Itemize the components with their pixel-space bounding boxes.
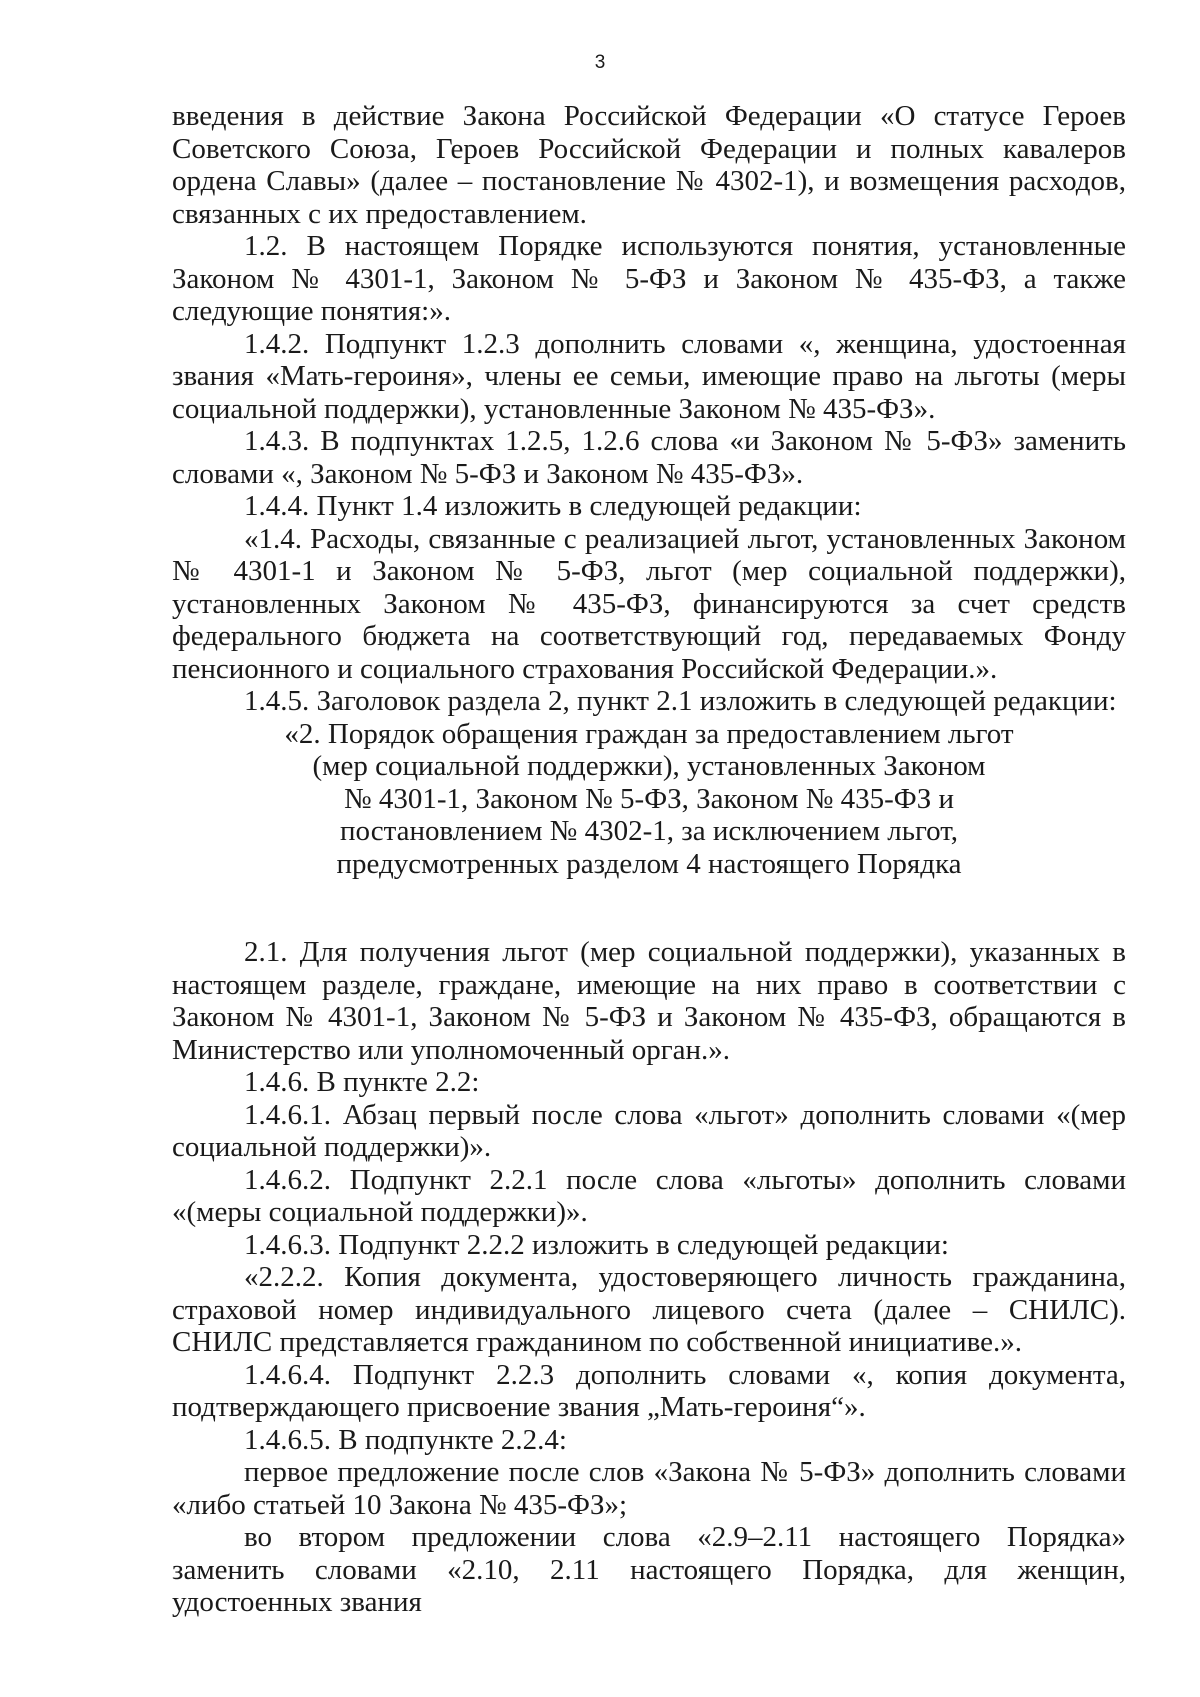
blank-line xyxy=(172,880,1126,936)
paragraph: 1.4.6.2. Подпункт 2.2.1 после слова «льготы» дополнить словами «(меры социальной поддержки)». xyxy=(172,1163,1126,1228)
paragraph: 2.1. Для получения льгот (мер социальной поддержки), указанных в настоящем разделе, граждане, имеющие на них право в соответствии с Законом № 4301-1, Законом № 5-ФЗ и Законом № 435-ФЗ, обращаются в Министерство или уполномоченный орган.». xyxy=(172,936,1126,1066)
paragraph: 1.4.5. Заголовок раздела 2, пункт 2.1 изложить в следующей редакции: xyxy=(244,685,1117,717)
page-number: 3 xyxy=(594,52,606,73)
paragraph: 1.4.3. В подпунктах 1.2.5, 1.2.6 слова «и Законом № 5-ФЗ» заменить словами «, Законом № 5-ФЗ и Законом № 435-ФЗ». xyxy=(172,425,1126,490)
paragraph: «2.2.2. Копия документа, удостоверяющего личность гражданина, страховой номер индивидуального лицевого счета (далее – СНИЛС). СНИЛС представляется гражданином по собственной инициативе.». xyxy=(172,1261,1126,1358)
paragraphs-bottom xyxy=(172,936,1126,1619)
paragraph: 1.4.6.1. Абзац первый после слова «льгот» дополнить словами «(мер социальной поддержки)». xyxy=(172,1098,1126,1163)
section-heading-line: «2. Порядок обращения граждан за предоставлением льгот xyxy=(284,717,1014,750)
section-heading-line: № 4301-1, Законом № 5-ФЗ, Законом № 435-ФЗ и xyxy=(343,782,955,815)
paragraph: 1.4.6.4. Подпункт 2.2.3 дополнить словами «, копия документа, подтверждающего присвоение звания „Мать-героиня“». xyxy=(172,1358,1126,1423)
paragraph: первое предложение после слов «Закона № 5-ФЗ» дополнить словами «либо статьей 10 Закона № 435-ФЗ»; xyxy=(172,1456,1126,1521)
document-body xyxy=(172,100,1126,1619)
section-heading-line: предусмотренных разделом 4 настоящего Порядка xyxy=(336,847,962,880)
paragraph: 1.4.4. Пункт 1.4 изложить в следующей редакции: xyxy=(244,490,862,522)
section-heading xyxy=(172,718,1126,881)
paragraph: во втором предложении слова «2.9–2.11 настоящего Порядка» заменить словами «2.10, 2.11 настоящего Порядка, для женщин, удостоенных звания xyxy=(172,1521,1126,1618)
section-heading-line: (мер социальной поддержки), установленных Законом xyxy=(312,750,986,782)
paragraph: 1.4.2. Подпункт 1.2.3 дополнить словами «, женщина, удостоенная звания «Мать-героиня», члены ее семьи, имеющие право на льготы (меры социальной поддержки), установленные Законом № 435-ФЗ». xyxy=(172,327,1126,425)
paragraph: 1.2. В настоящем Порядке используются понятия, установленные Законом № 4301-1, Законом № 5-ФЗ и Законом № 435-ФЗ, а также следующие понятия:». xyxy=(172,230,1126,327)
paragraph: «1.4. Расходы, связанные с реализацией льгот, установленных Законом № 4301-1 и Законом № 5-ФЗ, льгот (мер социальной поддержки), установленных Законом № 435-ФЗ, финансируются за счет средств федерального бюджета на соответствующий год, передаваемых Фонду пенсионного и социального страхования Российской Федерации.». xyxy=(172,522,1126,685)
paragraphs-top xyxy=(172,100,1126,718)
section-heading-line: постановлением № 4302-1, за исключением льгот, xyxy=(339,815,959,847)
paragraph: введения в действие Закона Российской Федерации «О статусе Героев Советского Союза, Героев Российской Федерации и полных кавалеров ордена Славы» (далее – постановление № 4302-1), и возмещения расходов, связанных с их предоставлением. xyxy=(172,100,1126,230)
paragraph: 1.4.6. В пункте 2.2: xyxy=(244,1066,480,1098)
paragraph: 1.4.6.3. Подпункт 2.2.2 изложить в следующей редакции: xyxy=(244,1228,949,1261)
paragraph: 1.4.6.5. В подпункте 2.2.4: xyxy=(244,1423,567,1456)
